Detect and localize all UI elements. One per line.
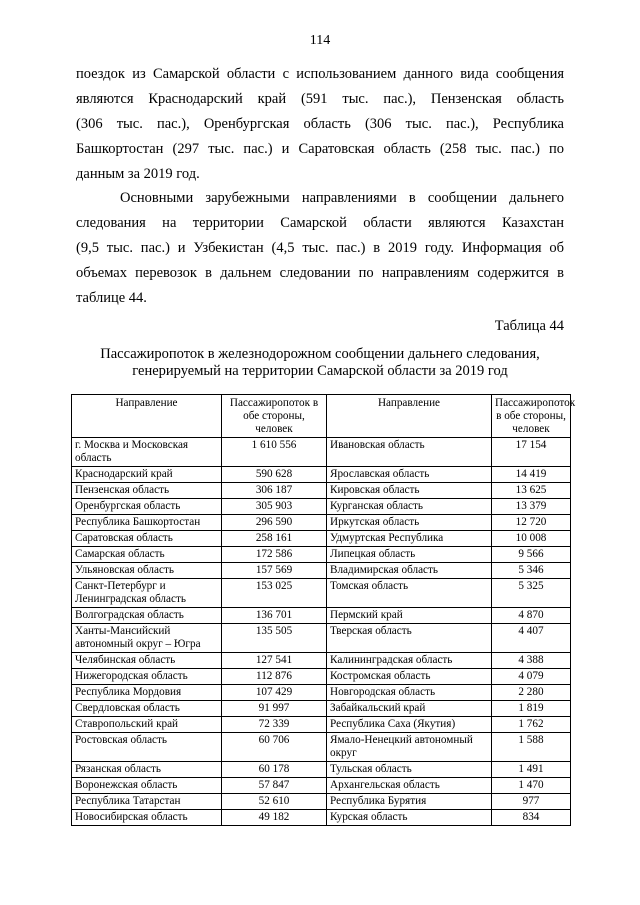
direction-cell: Костромская область: [327, 669, 492, 685]
flow-cell: 590 628: [222, 467, 327, 483]
table-row: [72, 624, 571, 653]
flow-cell: 107 429: [222, 685, 327, 701]
direction-cell: Свердловская область: [72, 701, 222, 717]
header-flow-1: Пассажиропоток в обе стороны, человек: [222, 395, 327, 438]
flow-cell: 13 625: [492, 483, 571, 499]
flow-cell: 5 346: [492, 563, 571, 579]
table-row: [72, 531, 571, 547]
flow-cell: 10 008: [492, 531, 571, 547]
flow-cell: 5 325: [492, 579, 571, 608]
table-row: [72, 717, 571, 733]
direction-cell: Забайкальский край: [327, 701, 492, 717]
flow-cell: 9 566: [492, 547, 571, 563]
table-row: [72, 438, 571, 467]
flow-cell: 153 025: [222, 579, 327, 608]
direction-cell: Курганская область: [327, 499, 492, 515]
direction-cell: Санкт-Петербург и Ленинградская область: [72, 579, 222, 608]
flow-cell: 91 997: [222, 701, 327, 717]
direction-cell: Волгоградская область: [72, 608, 222, 624]
paragraph-2-line: таблице 44.: [76, 290, 147, 306]
flow-cell: 2 280: [492, 685, 571, 701]
flow-cell: 1 588: [492, 733, 571, 762]
flow-cell: 1 491: [492, 762, 571, 778]
flow-cell: 57 847: [222, 778, 327, 794]
table-row: [72, 467, 571, 483]
flow-cell: 127 541: [222, 653, 327, 669]
direction-cell: Пермский край: [327, 608, 492, 624]
direction-cell: Тверская область: [327, 624, 492, 653]
direction-cell: Томская область: [327, 579, 492, 608]
flow-cell: 1 470: [492, 778, 571, 794]
direction-cell: Пензенская область: [72, 483, 222, 499]
flow-cell: 13 379: [492, 499, 571, 515]
direction-cell: Краснодарский край: [72, 467, 222, 483]
direction-cell: Новгородская область: [327, 685, 492, 701]
table-row: [72, 762, 571, 778]
page-number: 114: [309, 33, 331, 48]
flow-cell: 12 720: [492, 515, 571, 531]
direction-cell: Архангельская область: [327, 778, 492, 794]
direction-cell: Челябинская область: [72, 653, 222, 669]
direction-cell: Удмуртская Республика: [327, 531, 492, 547]
flow-cell: 52 610: [222, 794, 327, 810]
flow-cell: 4 388: [492, 653, 571, 669]
table-row: [72, 563, 571, 579]
direction-cell: Самарская область: [72, 547, 222, 563]
flow-cell: 305 903: [222, 499, 327, 515]
direction-cell: Тульская область: [327, 762, 492, 778]
table-row: [72, 608, 571, 624]
flow-cell: 157 569: [222, 563, 327, 579]
direction-cell: г. Москва и Московская область: [72, 438, 222, 467]
direction-cell: Рязанская область: [72, 762, 222, 778]
table-body: [72, 438, 571, 826]
direction-cell: Владимирская область: [327, 563, 492, 579]
paragraph-1-line: Башкортостан (297 тыс. пас.) и Саратовская область (258 тыс. пас.) по: [76, 141, 564, 157]
flow-cell: 112 876: [222, 669, 327, 685]
direction-cell: Республика Саха (Якутия): [327, 717, 492, 733]
table-row: [72, 499, 571, 515]
table-row: [72, 515, 571, 531]
direction-cell: Курская область: [327, 810, 492, 826]
table-caption-line: генерируемый на территории Самарской области за 2019 год: [132, 363, 508, 379]
direction-cell: Ставропольский край: [72, 717, 222, 733]
table-caption: [60, 346, 580, 380]
paragraph-1-line: поездок из Самарской области с использованием данного вида сообщения: [76, 66, 564, 82]
direction-cell: Саратовская область: [72, 531, 222, 547]
table-row: [72, 547, 571, 563]
direction-cell: Оренбургская область: [72, 499, 222, 515]
direction-cell: Ивановская область: [327, 438, 492, 467]
direction-cell: Республика Бурятия: [327, 794, 492, 810]
flow-cell: 49 182: [222, 810, 327, 826]
flow-cell: 17 154: [492, 438, 571, 467]
direction-cell: Калининградская область: [327, 653, 492, 669]
table-row: [72, 701, 571, 717]
table-label: Таблица 44: [494, 318, 564, 334]
passenger-flow-table: [71, 394, 576, 826]
flow-cell: 296 590: [222, 515, 327, 531]
table-row: [72, 733, 571, 762]
direction-cell: Липецкая область: [327, 547, 492, 563]
table-row: [72, 653, 571, 669]
flow-cell: 72 339: [222, 717, 327, 733]
direction-cell: Ярославская область: [327, 467, 492, 483]
flow-cell: 4 870: [492, 608, 571, 624]
flow-cell: 977: [492, 794, 571, 810]
direction-cell: Нижегородская область: [72, 669, 222, 685]
flow-cell: 136 701: [222, 608, 327, 624]
direction-cell: Кировская область: [327, 483, 492, 499]
paragraph-2-line: следования на территории Самарской области являются Казахстан: [76, 215, 564, 231]
flow-cell: 60 178: [222, 762, 327, 778]
paragraph-2-line: объемах перевозок в дальнем следовании по направлениям содержится в: [76, 265, 564, 281]
table-caption-line: Пассажиропоток в железнодорожном сообщении дальнего следования,: [100, 346, 540, 362]
flow-cell: 172 586: [222, 547, 327, 563]
flow-cell: 1 762: [492, 717, 571, 733]
direction-cell: Новосибирская область: [72, 810, 222, 826]
paragraph-1-line: (306 тыс. пас.), Оренбургская область (306 тыс. пас.), Республика: [76, 116, 564, 132]
paragraph-2-line: Основными зарубежными направлениями в сообщении дальнего: [120, 190, 564, 206]
table-row: [72, 685, 571, 701]
flow-cell: 1 610 556: [222, 438, 327, 467]
table-row: [72, 810, 571, 826]
direction-cell: Ростовская область: [72, 733, 222, 762]
direction-cell: Иркутская область: [327, 515, 492, 531]
paragraph-2: [76, 186, 564, 311]
flow-cell: 1 819: [492, 701, 571, 717]
table-header-row: [72, 395, 571, 438]
direction-cell: Воронежская область: [72, 778, 222, 794]
direction-cell: Ямало-Ненецкий автономный округ: [327, 733, 492, 762]
table-row: [72, 579, 571, 608]
flow-cell: 306 187: [222, 483, 327, 499]
paragraph-1-line: являются Краснодарский край (591 тыс. пас.), Пензенская область: [76, 91, 564, 107]
direction-cell: Ханты-Мансийский автономный округ – Югра: [72, 624, 222, 653]
flow-cell: 60 706: [222, 733, 327, 762]
table-row: [72, 778, 571, 794]
flow-cell: 4 079: [492, 669, 571, 685]
header-flow-2: Пассажиропоток в обе стороны, человек: [492, 395, 571, 438]
flow-cell: 14 419: [492, 467, 571, 483]
flow-cell: 4 407: [492, 624, 571, 653]
flow-cell: 258 161: [222, 531, 327, 547]
header-direction-2: Направление: [327, 395, 492, 438]
table-row: [72, 483, 571, 499]
flow-cell: 834: [492, 810, 571, 826]
paragraph-1: [76, 62, 564, 187]
direction-cell: Ульяновская область: [72, 563, 222, 579]
direction-cell: Республика Башкортостан: [72, 515, 222, 531]
direction-cell: Республика Татарстан: [72, 794, 222, 810]
paragraph-2-line: (9,5 тыс. пас.) и Узбекистан (4,5 тыс. пас.) в 2019 году. Информация об: [76, 240, 564, 256]
flow-cell: 135 505: [222, 624, 327, 653]
table-row: [72, 669, 571, 685]
table-row: [72, 794, 571, 810]
paragraph-1-line: данным за 2019 год.: [76, 166, 200, 182]
header-direction-1: Направление: [72, 395, 222, 438]
direction-cell: Республика Мордовия: [72, 685, 222, 701]
